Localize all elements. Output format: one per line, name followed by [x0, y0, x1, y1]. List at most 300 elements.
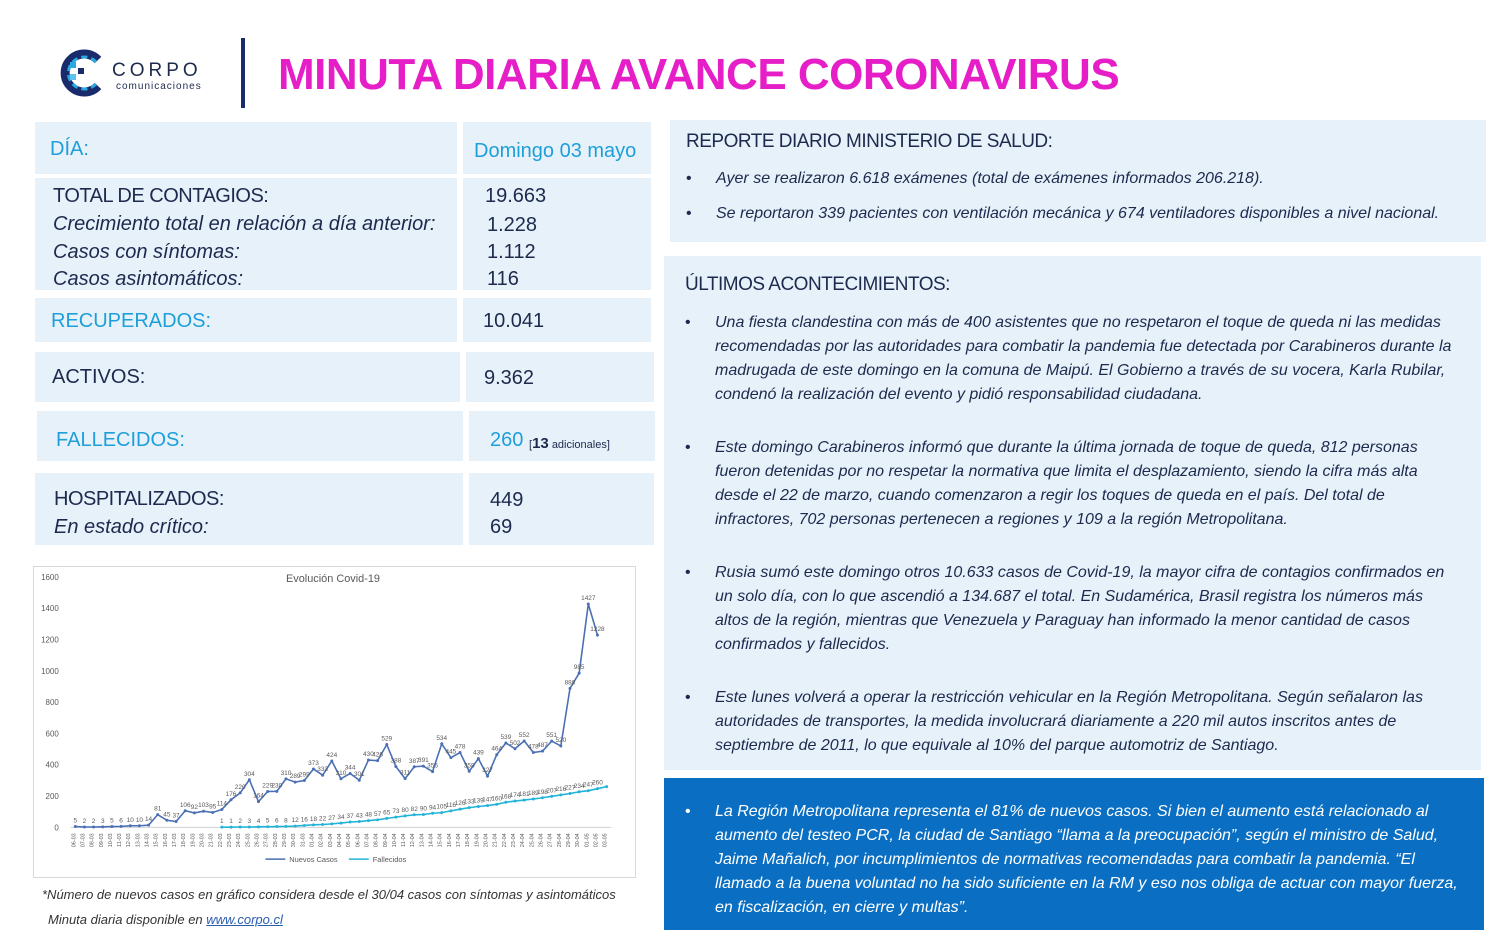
nuevos-casos-point: [385, 743, 388, 746]
fallecidos-point: [248, 826, 251, 829]
x-tick-label: 01-04: [309, 833, 316, 848]
fallecidos-data-label: 174: [509, 792, 521, 800]
critico-label: En estado crítico:: [54, 516, 209, 538]
nuevos-casos-data-label: 487: [537, 742, 548, 750]
fallecidos-data-label: 4: [256, 817, 261, 825]
nuevos-casos-data-label: 424: [326, 751, 338, 759]
nuevos-casos-data-label: 539: [500, 733, 512, 741]
nuevos-casos-point: [211, 811, 214, 814]
nuevos-casos-point: [285, 777, 288, 780]
nuevos-casos-data-label: 464: [491, 745, 503, 753]
nuevos-casos-data-label: 6: [119, 817, 123, 825]
nuevos-casos-point: [83, 826, 86, 829]
fallecidos-data-label: 207: [546, 787, 558, 795]
nuevos-casos-point: [413, 765, 416, 768]
fallecidos-label: FALLECIDOS:: [56, 429, 185, 451]
x-tick-label: 31-03: [300, 833, 307, 848]
fallecidos-data-label: 16: [300, 816, 308, 824]
fallecidos-data-label: 90: [419, 805, 427, 813]
fallecidos-point: [605, 785, 608, 788]
x-tick-label: 14-04: [428, 833, 435, 848]
footer-link[interactable]: www.corpo.cl: [206, 912, 283, 927]
nuevos-casos-data-label: 478: [454, 743, 466, 751]
nuevos-casos-data-label: 333: [317, 766, 329, 774]
nuevos-casos-point: [459, 751, 462, 754]
nuevos-casos-point: [138, 824, 141, 827]
fallecidos-data-label: 5: [265, 817, 270, 825]
x-tick-label: 07-04: [364, 833, 371, 848]
nuevos-casos-data-label: 520: [555, 736, 567, 744]
fallecidos-data-label: 126: [454, 800, 466, 808]
nuevos-casos-data-label: 310: [280, 769, 292, 777]
nuevos-casos-point: [184, 809, 187, 812]
nuevos-casos-point: [266, 790, 269, 793]
fallecidos-data-label: 37: [346, 813, 354, 821]
nuevos-casos-data-label: 5: [110, 817, 114, 825]
activos-value: 9.362: [484, 367, 535, 389]
nuevos-casos-point: [504, 741, 507, 744]
nuevos-casos-data-label: 391: [418, 757, 429, 765]
nuevos-casos-data-label: 3: [100, 817, 105, 825]
x-tick-label: 13-04: [419, 833, 426, 848]
list-item: • Este domingo Carabineros informó que durante la última jornada de toque de queda, 812 personas fueron detenidas por no respetar la normativa que limita el desplazamiento, siendo la cifra más alta desde el 22 de marzo, cuando comenzaron a regir los toques de queda en el país. Del total de infractores, 702 personas pertenecen a regiones y 109 a la región Metropolitana.: [685, 436, 1455, 532]
fallecidos-data-label: 3: [247, 818, 252, 826]
asintomaticos-value: 116: [487, 268, 519, 290]
x-tick-label: 09-04: [382, 833, 389, 848]
x-tick-label: 20-03: [199, 833, 206, 848]
nuevos-casos-point: [477, 757, 480, 760]
fallecidos-extra-open: [: [529, 439, 533, 451]
contagios-label: TOTAL DE CONTAGIOS:: [53, 185, 269, 207]
x-tick-label: 24-04: [520, 833, 527, 848]
fallecidos-point: [523, 799, 526, 802]
hospitalizados-value: 449: [490, 489, 524, 511]
nuevos-casos-point: [220, 808, 223, 811]
y-tick-label: 600: [45, 729, 59, 739]
fallecidos-point: [559, 793, 562, 796]
nuevos-casos-point: [120, 825, 123, 828]
fallecidos-data-label: 48: [364, 811, 373, 819]
y-tick-label: 1600: [41, 572, 59, 582]
y-tick-label: 1200: [41, 635, 59, 645]
hospitalizados-label: HOSPITALIZADOS:: [54, 488, 224, 510]
x-tick-label: 21-03: [208, 833, 215, 848]
nuevos-casos-point: [550, 740, 553, 743]
nuevos-casos-data-label: 114: [216, 800, 227, 808]
fallecidos-data-label: 216: [555, 785, 567, 793]
nuevos-casos-point: [449, 756, 452, 759]
fallecidos-data-label: 105: [436, 803, 448, 811]
fallecidos-point: [477, 805, 480, 808]
nuevos-casos-data-label: 164: [253, 792, 264, 800]
x-tick-label: 28-04: [556, 833, 563, 848]
x-tick-label: 19-04: [474, 833, 481, 848]
nuevos-casos-data-label: 304: [243, 770, 255, 778]
nuevos-casos-point: [74, 825, 77, 828]
nuevos-casos-point: [294, 781, 297, 784]
asintomaticos-label: Casos asintomáticos:: [53, 268, 244, 290]
nuevos-casos-point: [568, 687, 571, 690]
nuevos-casos-data-label: 502: [509, 739, 521, 747]
x-tick-label: 11-03: [117, 833, 124, 847]
fallecidos-data-label: 6: [275, 817, 279, 825]
sintomas-value: 1.112: [487, 241, 536, 263]
nuevos-casos-point: [248, 778, 251, 781]
fallecidos-data-label: 18: [309, 815, 318, 823]
nuevos-casos-point: [165, 819, 168, 822]
list-item: • Una fiesta clandestina con más de 400 asistentes que no respetaron el toque de queda ni las medidas recomendadas por las autoridades para combatir la pandemia fue detectada por Carabineros durante la madrugada de este domingo en la comuna de Maipú. El Gobierno a través de su vocera, Karla Rubilar, condenó la realización del evento y pidió responsabilidad ciudadana.: [685, 311, 1455, 407]
nuevos-casos-point: [394, 765, 397, 768]
nuevos-casos-data-label: 1228: [590, 626, 605, 634]
nuevos-casos-point: [468, 770, 471, 773]
nuevos-casos-data-label: 327: [482, 767, 493, 775]
fallecidos-data-label: 65: [383, 809, 391, 817]
fallecidos-point: [358, 820, 361, 823]
header-divider: [241, 38, 245, 108]
activos-label: ACTIVOS:: [52, 366, 146, 388]
fallecidos-extra-text: adicionales]: [551, 439, 610, 451]
x-tick-label: 13-03: [135, 833, 142, 848]
fallecidos-data-label: 80: [401, 806, 409, 814]
legend-casos-label: Nuevos Casos: [289, 855, 338, 865]
fallecidos-data-label: 139: [473, 797, 484, 805]
nuevos-casos-point: [358, 779, 361, 782]
nuevos-casos-point: [559, 744, 562, 747]
x-tick-label: 23-04: [511, 833, 518, 848]
nuevos-casos-data-label: 289: [289, 773, 301, 781]
nuevos-casos-data-label: 92: [190, 803, 198, 811]
x-tick-label: 12-03: [126, 833, 133, 848]
x-tick-label: 15-04: [437, 833, 444, 848]
nuevos-casos-data-label: 534: [436, 734, 448, 742]
fallecidos-point: [587, 789, 590, 792]
x-tick-label: 18-03: [181, 833, 188, 848]
fallecidos-data-label: 133: [463, 798, 475, 806]
x-tick-label: 14-03: [144, 833, 151, 848]
fallecidos-point: [239, 826, 242, 829]
fallecidos-point: [413, 813, 416, 816]
y-tick-label: 400: [45, 760, 59, 770]
list-item: • Este lunes volverá a operar la restricción vehicular en la Región Metropolitana. Según señalaron las autoridades de transportes, la medida involucrará diariamente a 220 mil autos inscritos antes de septiembre de 2011, lo que equivale al 10% del parque automotriz de Santiago.: [685, 686, 1455, 758]
nuevos-casos-point: [495, 753, 498, 756]
x-tick-label: 15-03: [153, 833, 160, 848]
fallecidos-data-label: 1: [229, 818, 233, 826]
day-label-box: [35, 122, 457, 174]
y-tick-label: 0: [54, 823, 59, 833]
fallecidos-point: [312, 823, 315, 826]
nuevos-casos-point: [129, 824, 132, 827]
logo-name: CORPO: [112, 60, 202, 81]
fallecidos-data-label: 227: [564, 784, 576, 792]
nuevos-casos-point: [532, 751, 535, 754]
fallecidos-point: [294, 825, 297, 828]
fallecidos-point: [440, 811, 443, 814]
x-tick-label: 10-03: [107, 833, 114, 848]
nuevos-casos-point: [275, 790, 278, 793]
fallecidos-data-label: 189: [527, 790, 539, 798]
x-tick-label: 23-03: [227, 833, 234, 848]
fallecidos-point: [275, 825, 278, 828]
fallecidos-point: [596, 787, 599, 790]
x-tick-label: 24-03: [236, 833, 243, 848]
nuevos-casos-data-label: 95: [209, 803, 217, 811]
day-value-box: [463, 122, 651, 174]
fallecidos-data-label: 34: [337, 814, 345, 822]
nuevos-casos-data-label: 551: [546, 732, 558, 740]
list-item: • Se reportaron 339 pacientes con ventilación mecánica y 674 ventiladores disponibles a nivel nacional.: [686, 202, 1476, 226]
nuevos-casos-point: [404, 777, 407, 780]
fallecidos-data-label: 12: [291, 817, 299, 825]
x-tick-label: 03-04: [327, 833, 334, 848]
nuevos-casos-point: [321, 774, 324, 777]
y-tick-label: 800: [45, 698, 59, 708]
x-tick-label: 01-05: [584, 833, 591, 848]
x-tick-label: 09-03: [98, 833, 105, 848]
fallecidos-point: [495, 803, 498, 806]
fallecidos-data-label: 94: [428, 804, 437, 812]
nuevos-casos-point: [486, 775, 489, 778]
contagios-value: 19.663: [485, 185, 547, 207]
x-tick-label: 26-04: [538, 833, 545, 848]
page-title: MINUTA DIARIA AVANCE CORONAVIRUS: [278, 50, 1120, 99]
recuperados-label-box: [35, 298, 457, 342]
hospitalizados-label-box: [35, 473, 463, 545]
contagios-label-box: [35, 178, 457, 290]
fallecidos-data-label: 116: [445, 801, 457, 809]
hospitalizados-value-box: [469, 473, 654, 545]
fallecidos-point: [321, 823, 324, 826]
nuevos-casos-data-label: 81: [154, 805, 162, 813]
recuperados-value: 10.041: [483, 310, 545, 332]
nuevos-casos-point: [431, 770, 434, 773]
nuevos-casos-point: [440, 742, 443, 745]
nuevos-casos-data-label: 311: [399, 769, 411, 777]
x-tick-label: 10-04: [391, 833, 398, 848]
nuevos-casos-data-label: 229: [262, 782, 274, 790]
nuevos-casos-point: [367, 759, 370, 762]
nuevos-casos-data-label: 358: [463, 762, 475, 770]
fallecidos-point: [303, 824, 306, 827]
nuevos-casos-data-label: 310: [335, 769, 347, 777]
fallecidos-data-label: 43: [355, 812, 363, 820]
fallecidos-point: [550, 795, 553, 798]
nuevos-casos-point: [110, 825, 113, 828]
fallecidos-point: [504, 801, 507, 804]
fallecidos-value-box: [469, 411, 655, 461]
nuevos-casos-point: [514, 747, 517, 750]
x-tick-label: 22-04: [501, 833, 508, 848]
nuevos-casos-data-label: 445: [445, 748, 457, 756]
nuevos-casos-point: [422, 765, 425, 768]
activos-value-box: [466, 352, 654, 402]
nuevos-casos-data-label: 388: [390, 757, 402, 765]
fallecidos-label-box: [37, 411, 463, 461]
nuevos-casos-data-label: 888: [564, 679, 576, 687]
x-tick-label: 27-04: [547, 833, 554, 848]
x-tick-label: 28-03: [272, 833, 279, 848]
reporte-list: [686, 167, 1476, 226]
fallecidos-point: [367, 819, 370, 822]
fallecidos-extra: [529, 435, 610, 452]
x-tick-label: 20-04: [483, 833, 490, 848]
nuevos-casos-point: [257, 800, 260, 803]
nuevos-casos-point: [376, 759, 379, 762]
fallecidos-data-label: 247: [582, 781, 594, 789]
nuevos-casos-data-label: 344: [344, 764, 356, 772]
fallecidos-data-label: 2: [238, 818, 242, 826]
nuevos-casos-data-label: 439: [473, 749, 484, 757]
fallecidos-data-label: 198: [537, 788, 548, 796]
x-tick-label: 21-04: [492, 833, 499, 848]
x-tick-label: 27-03: [263, 833, 270, 848]
x-tick-label: 29-03: [281, 833, 288, 848]
nuevos-casos-data-label: 230: [271, 782, 283, 790]
nuevos-casos-point: [303, 779, 306, 782]
x-tick-label: 06-03: [71, 833, 78, 848]
nuevos-casos-point: [101, 825, 104, 828]
x-tick-label: 17-04: [456, 833, 463, 848]
fallecidos-point: [449, 809, 452, 812]
nuevos-casos-data-label: 299: [298, 771, 310, 779]
nuevos-casos-data-label: 478: [527, 743, 539, 751]
fallecidos-data-label: 27: [328, 814, 336, 822]
reporte-panel: [670, 120, 1486, 242]
fallecidos-data-label: 181: [518, 791, 530, 799]
nuevos-casos-point: [312, 767, 315, 770]
fallecidos-value: 260: [490, 429, 524, 451]
nuevos-casos-data-label: 426: [372, 751, 383, 759]
nuevos-casos-point: [523, 739, 526, 742]
fallecidos-point: [532, 798, 535, 801]
nuevos-casos-point: [193, 811, 196, 814]
nuevos-casos-point: [147, 824, 150, 827]
nuevos-casos-data-label: 356: [427, 762, 438, 770]
fallecidos-data-label: 82: [410, 805, 418, 813]
nuevos-casos-data-label: 2: [91, 818, 96, 826]
ultimos-list: [685, 311, 1455, 758]
crecimiento-label: Crecimiento total en relación a día anterior:: [53, 213, 436, 235]
footer-text: Minuta diaria disponible en: [48, 912, 207, 927]
fallecidos-data-label: 1: [220, 818, 224, 826]
x-tick-label: 02-05: [593, 833, 600, 848]
x-tick-label: 30-04: [575, 833, 582, 848]
contagios-value-box: [463, 178, 651, 290]
y-tick-label: 1000: [41, 666, 59, 676]
fallecidos-point: [486, 804, 489, 807]
fallecidos-point: [339, 822, 342, 825]
destacado-panel: [664, 778, 1484, 930]
chart-title: Evolución Covid-19: [286, 572, 380, 585]
nuevos-casos-data-label: 2: [82, 818, 87, 826]
critico-value: 69: [490, 516, 513, 538]
x-tick-label: 22-03: [217, 833, 224, 848]
footer: [48, 912, 283, 927]
fallecidos-point: [431, 812, 434, 815]
recuperados-value-box: [463, 298, 651, 342]
fallecidos-data-label: 57: [374, 810, 382, 818]
x-tick-label: 16-04: [446, 833, 453, 848]
fallecidos-point: [541, 796, 544, 799]
nuevos-casos-point: [349, 772, 352, 775]
y-tick-label: 200: [45, 792, 59, 802]
day-value: Domingo 03 mayo: [474, 140, 637, 162]
nuevos-casos-point: [578, 672, 581, 675]
nuevos-casos-point: [596, 634, 599, 637]
nuevos-casos-data-label: 5: [73, 817, 78, 825]
footnote: *Número de nuevos casos en gráfico considera desde el 30/04 casos con síntomas y asintomáticos: [42, 887, 616, 902]
fallecidos-point: [578, 790, 581, 793]
fallecidos-point: [349, 821, 352, 824]
legend-fallecidos-label: Fallecidos: [372, 855, 407, 865]
x-tick-label: 11-04: [401, 833, 408, 847]
nuevos-casos-data-label: 106: [179, 801, 191, 809]
nuevos-casos-data-label: 1427: [581, 595, 596, 603]
sintomas-label: Casos con síntomas:: [53, 241, 240, 263]
x-tick-label: 05-04: [346, 833, 353, 848]
nuevos-casos-data-label: 10: [135, 816, 143, 824]
x-tick-label: 06-04: [355, 833, 362, 848]
x-tick-label: 26-03: [254, 833, 261, 848]
nuevos-casos-point: [156, 813, 159, 816]
nuevos-casos-data-label: 176: [225, 790, 237, 798]
x-tick-label: 18-04: [465, 833, 472, 848]
logo-subtitle: comunicaciones: [116, 81, 202, 92]
x-tick-label: 03-05: [602, 833, 609, 848]
nuevos-casos-data-label: 529: [381, 735, 393, 743]
fallecidos-data-label: 73: [392, 808, 400, 816]
nuevos-casos-data-label: 430: [363, 751, 374, 759]
nuevos-casos-data-label: 552: [518, 731, 530, 739]
fallecidos-point: [568, 792, 571, 795]
corpo-logo-icon: [58, 48, 108, 98]
list-item: • Rusia sumó este domingo otros 10.633 casos de Covid-19, la mayor cifra de contagios confirmados en un solo día, con lo que ascendió a 134.687 el total. En Sudamérica, Brasil registra los números más altos de la región, mientras que Venezuela y Paraguay han informado la menor cantidad de casos confirmados y fallecidos.: [685, 561, 1455, 657]
fallecidos-data-label: 8: [284, 817, 288, 825]
nuevos-casos-data-label: 985: [573, 664, 585, 672]
list-item: • La Región Metropolitana representa el 81% de nuevos casos. Si bien el aumento está relacionado al aumento del testeo PCR, la ciudad de Santiago “llama a la preocupación”, según el ministro de Salud, Jaime Mañalich, por incumplimientos de normativas recomendadas para combatir la pandemia. “El llamado a la buena voluntad no ha sido suficiente en la RM y eso nos obliga de actuar con mayor fuerza, en fiscalización, en cierre y multas”.: [685, 800, 1475, 920]
fallecidos-point: [459, 808, 462, 811]
x-tick-label: 07-03: [80, 833, 87, 848]
fallecidos-point: [230, 826, 233, 829]
nuevos-casos-point: [339, 777, 342, 780]
activos-label-box: [35, 352, 460, 402]
nuevos-casos-data-label: 10: [126, 816, 134, 824]
nuevos-casos-point: [541, 750, 544, 753]
nuevos-casos-point: [202, 810, 205, 813]
x-tick-label: 30-03: [291, 833, 298, 848]
recuperados-label: RECUPERADOS:: [51, 310, 212, 332]
fallecidos-point: [404, 814, 407, 817]
ultimos-title: ÚLTIMOS ACONTECIMIENTOS:: [685, 274, 950, 295]
x-tick-label: 04-04: [336, 833, 343, 848]
nuevos-casos-data-label: 45: [163, 811, 171, 819]
nuevos-casos-point: [239, 791, 242, 794]
destacado-list: [685, 800, 1475, 920]
x-tick-label: 25-04: [529, 833, 536, 848]
x-tick-label: 19-03: [190, 833, 197, 848]
nuevos-casos-data-label: 301: [353, 771, 365, 779]
fallecidos-data-label: 260: [592, 779, 603, 787]
x-tick-label: 08-03: [89, 833, 96, 848]
fallecidos-point: [468, 806, 471, 809]
fallecidos-point: [220, 826, 223, 829]
list-item: • Ayer se realizaron 6.618 exámenes (total de exámenes informados 206.218).: [686, 167, 1476, 191]
y-tick-label: 1400: [41, 604, 59, 614]
fallecidos-data-label: 160: [491, 795, 503, 803]
x-tick-label: 16-03: [162, 833, 169, 848]
nuevos-casos-point: [330, 759, 333, 762]
reporte-title: REPORTE DIARIO MINISTERIO DE SALUD:: [686, 131, 1053, 152]
nuevos-casos-point: [230, 798, 233, 801]
